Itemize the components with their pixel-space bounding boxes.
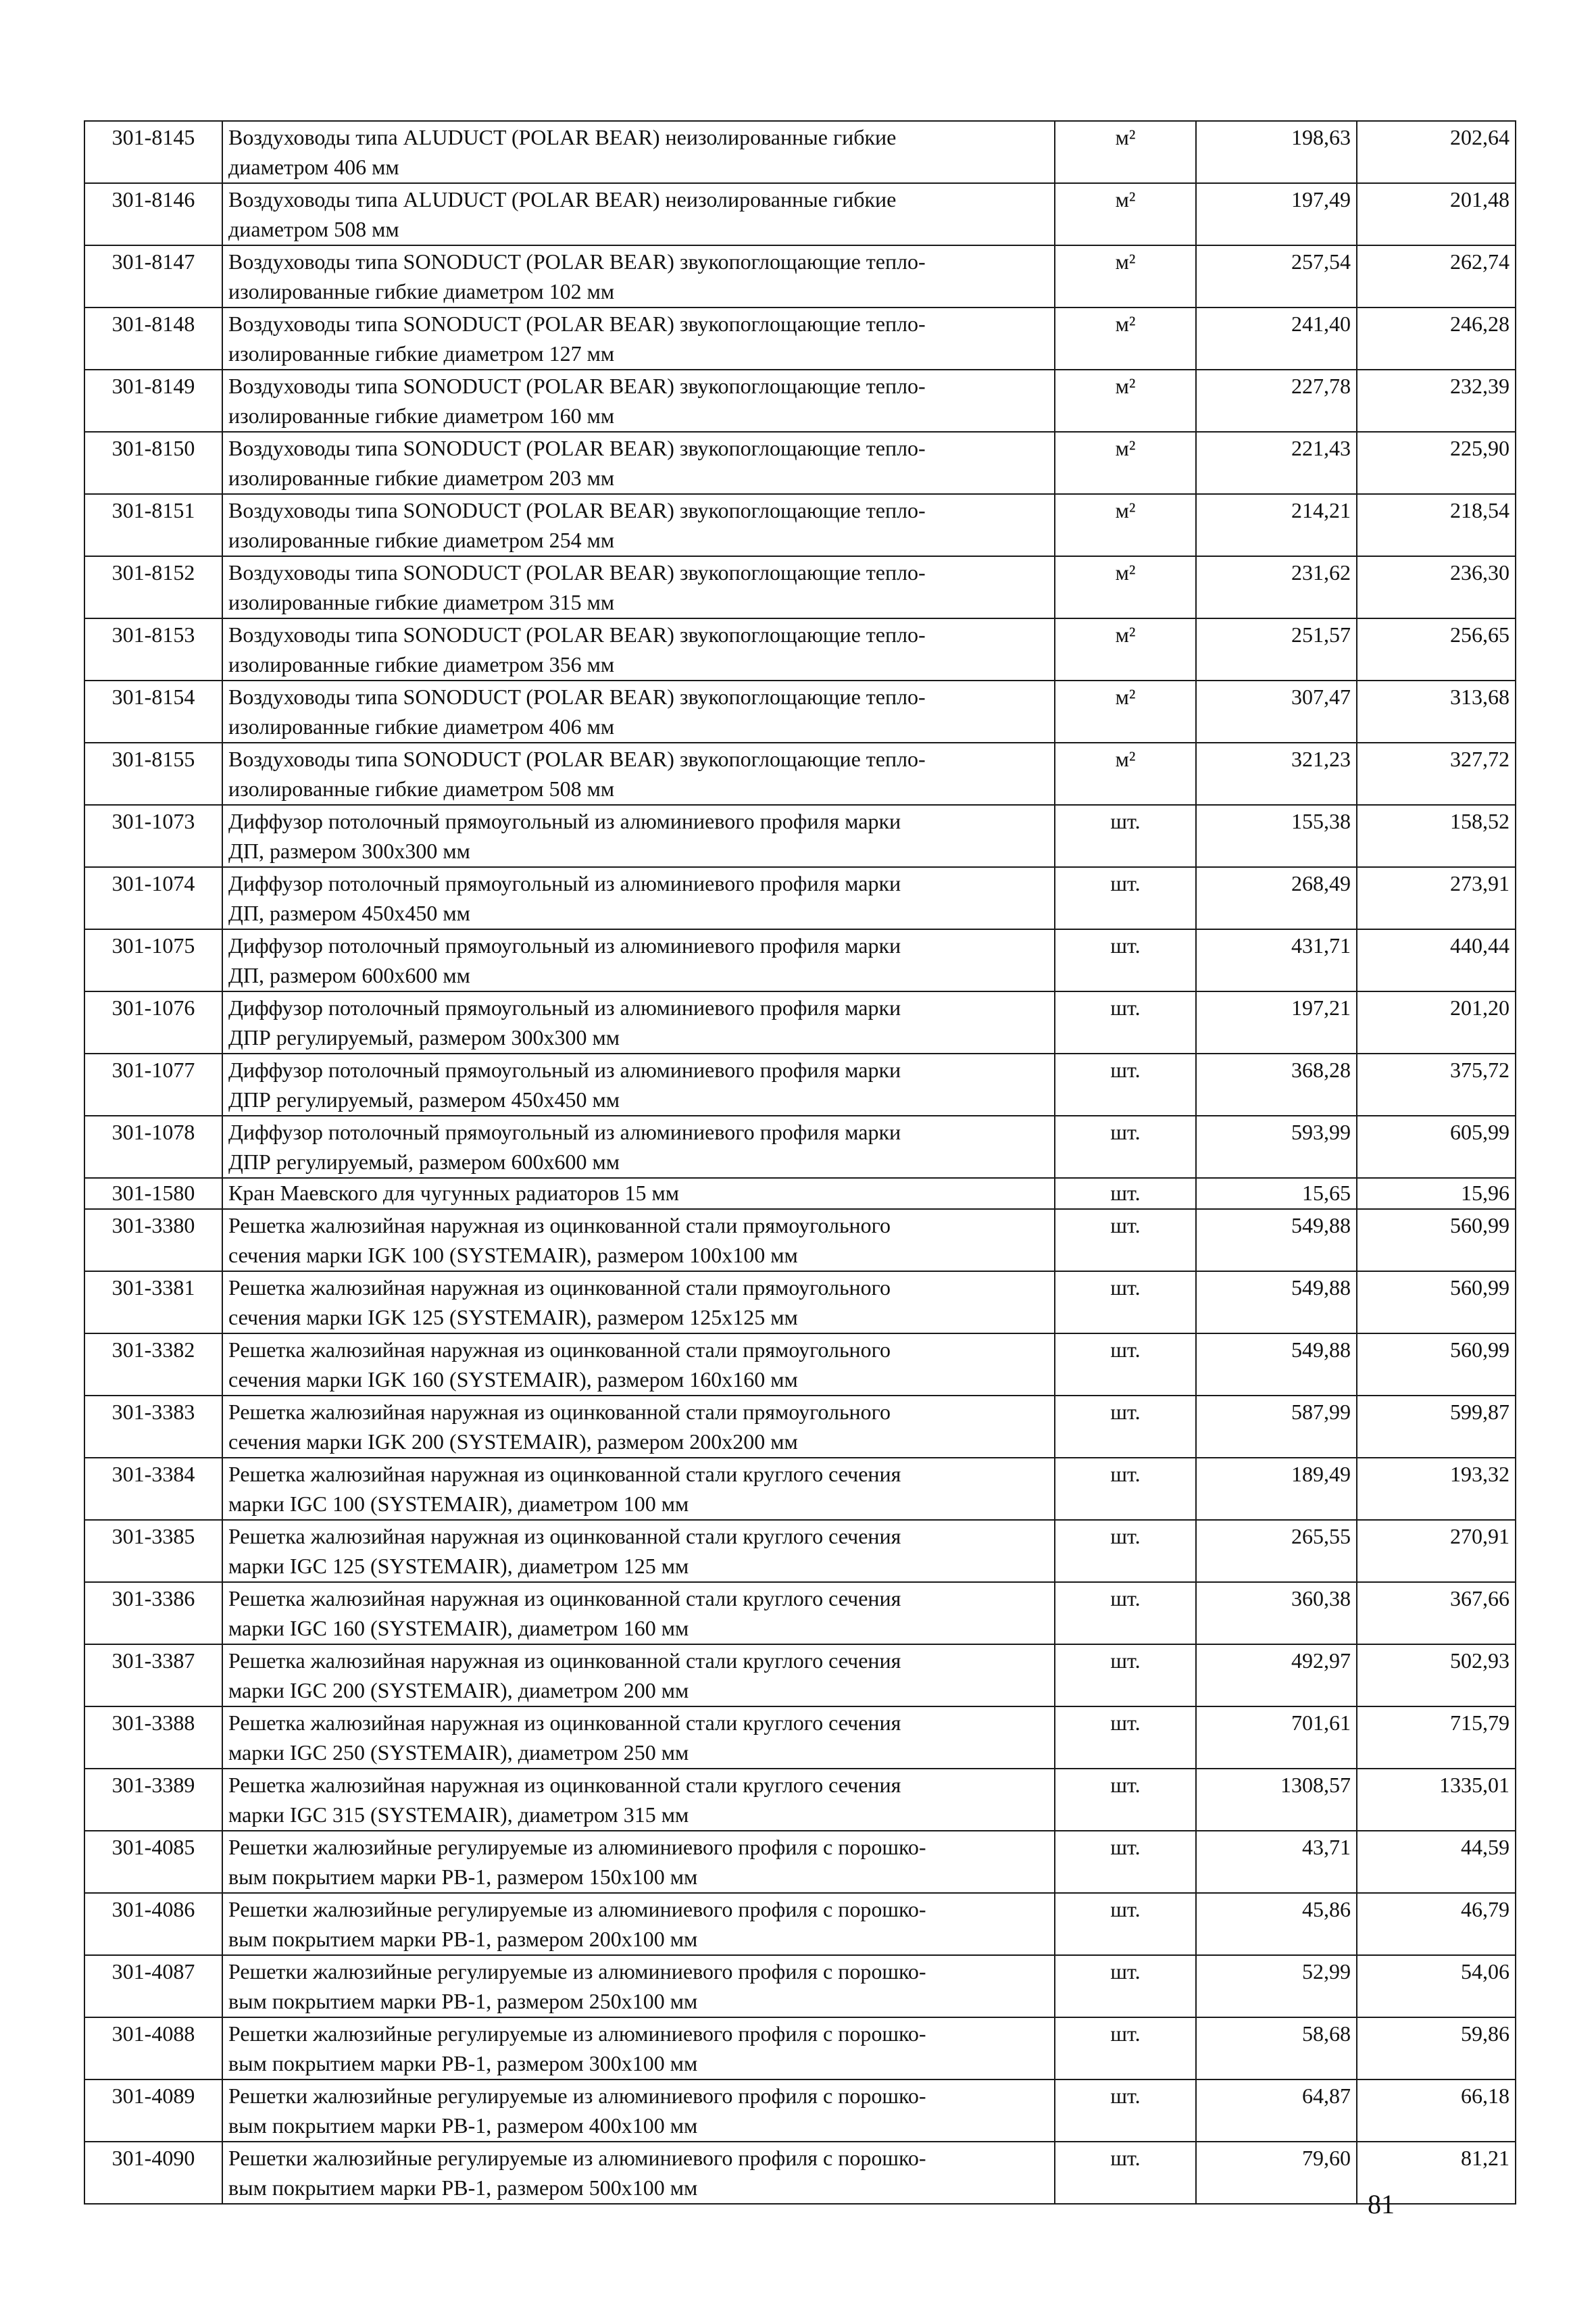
unit-cell: шт. — [1055, 1458, 1196, 1520]
unit-cell: м² — [1055, 121, 1196, 183]
description-line: Воздуховоды типа SONODUCT (POLAR BEAR) звукопоглощающие тепло- — [228, 374, 926, 398]
item-description-cell — [222, 1955, 1055, 2017]
item-description-cell — [222, 1333, 1055, 1396]
description-line: вым покрытием марки РВ-1, размером 500x100 мм — [228, 2175, 698, 2200]
price-cell: 307,47 — [1196, 681, 1357, 743]
unit-cell: шт. — [1055, 805, 1196, 867]
table-row — [84, 556, 1516, 618]
description-line: Решетки жалюзийные регулируемые из алюминиевого профиля с порошко- — [228, 2021, 926, 2046]
table-row — [84, 1831, 1516, 1893]
page-number: 81 — [1368, 2189, 1395, 2219]
table-row — [84, 1706, 1516, 1769]
price-list-page — [84, 120, 1515, 2205]
price-cell: 549,88 — [1196, 1271, 1357, 1333]
item-code-cell: 301-8147 — [84, 245, 222, 307]
item-description-cell — [222, 1054, 1055, 1116]
table-row — [84, 2017, 1516, 2079]
price-cell: 64,87 — [1196, 2079, 1357, 2142]
description-line: ДПР регулируемый, размером 300x300 мм — [228, 1025, 620, 1050]
item-description-cell — [222, 929, 1055, 991]
table-row — [84, 1458, 1516, 1520]
table-row — [84, 1178, 1516, 1209]
description-line: вым покрытием марки РВ-1, размером 300x100 мм — [228, 2051, 698, 2075]
description-line: ДП, размером 450x450 мм — [228, 901, 470, 925]
unit-cell: шт. — [1055, 1831, 1196, 1893]
item-code-cell: 301-1077 — [84, 1054, 222, 1116]
description-line: Воздуховоды типа SONODUCT (POLAR BEAR) звукопоглощающие тепло- — [228, 747, 926, 771]
unit-cell: шт. — [1055, 1644, 1196, 1706]
price-with-tax-cell: 225,90 — [1357, 432, 1516, 494]
table-row — [84, 1893, 1516, 1955]
description-line: Решетка жалюзийная наружная из оцинкованной стали круглого сечения — [228, 1648, 901, 1673]
price-cell: 431,71 — [1196, 929, 1357, 991]
table-row — [84, 245, 1516, 307]
item-description-cell — [222, 183, 1055, 245]
price-cell: 214,21 — [1196, 494, 1357, 556]
item-description-cell — [222, 1769, 1055, 1831]
price-with-tax-cell: 54,06 — [1357, 1955, 1516, 2017]
item-description-cell — [222, 1271, 1055, 1333]
item-description-cell — [222, 805, 1055, 867]
price-cell: 368,28 — [1196, 1054, 1357, 1116]
price-with-tax-cell: 201,48 — [1357, 183, 1516, 245]
price-with-tax-cell: 273,91 — [1357, 867, 1516, 929]
description-line: Решетки жалюзийные регулируемые из алюминиевого профиля с порошко- — [228, 2084, 926, 2108]
description-line: Решетки жалюзийные регулируемые из алюминиевого профиля с порошко- — [228, 1835, 926, 1859]
table-row — [84, 183, 1516, 245]
description-line: сечения марки IGK 125 (SYSTEMAIR), размером 125x125 мм — [228, 1305, 798, 1329]
price-with-tax-cell: 1335,01 — [1357, 1769, 1516, 1831]
description-line: марки IGC 100 (SYSTEMAIR), диаметром 100 мм — [228, 1492, 689, 1516]
item-description-cell — [222, 2142, 1055, 2204]
price-with-tax-cell: 256,65 — [1357, 618, 1516, 681]
table-row — [84, 1644, 1516, 1706]
description-line: Решетка жалюзийная наружная из оцинкованной стали круглого сечения — [228, 1773, 901, 1797]
price-with-tax-cell: 270,91 — [1357, 1520, 1516, 1582]
item-description-cell — [222, 121, 1055, 183]
unit-cell: м² — [1055, 245, 1196, 307]
table-row — [84, 432, 1516, 494]
price-with-tax-cell: 44,59 — [1357, 1831, 1516, 1893]
description-line: вым покрытием марки РВ-1, размером 150x100 мм — [228, 1865, 698, 1889]
description-line: вым покрытием марки РВ-1, размером 250x100 мм — [228, 1989, 698, 2013]
item-code-cell: 301-8149 — [84, 370, 222, 432]
item-code-cell: 301-1074 — [84, 867, 222, 929]
price-cell: 197,49 — [1196, 183, 1357, 245]
item-code-cell: 301-1580 — [84, 1178, 222, 1209]
item-code-cell: 301-8146 — [84, 183, 222, 245]
table-row — [84, 929, 1516, 991]
description-line: сечения марки IGK 100 (SYSTEMAIR), размером 100x100 мм — [228, 1243, 798, 1267]
description-line: Решетка жалюзийная наружная из оцинкованной стали круглого сечения — [228, 1462, 901, 1486]
price-cell: 549,88 — [1196, 1333, 1357, 1396]
item-description-cell — [222, 1209, 1055, 1271]
description-line: диаметром 508 мм — [228, 217, 399, 241]
description-line: вым покрытием марки РВ-1, размером 200x100 мм — [228, 1927, 698, 1951]
price-cell: 198,63 — [1196, 121, 1357, 183]
item-description-cell — [222, 494, 1055, 556]
unit-cell: м² — [1055, 307, 1196, 370]
item-code-cell: 301-8148 — [84, 307, 222, 370]
price-cell: 492,97 — [1196, 1644, 1357, 1706]
description-line: Решетка жалюзийная наружная из оцинкованной стали прямоугольного — [228, 1337, 891, 1362]
table-row — [84, 2142, 1516, 2204]
unit-cell: шт. — [1055, 1333, 1196, 1396]
price-cell: 549,88 — [1196, 1209, 1357, 1271]
price-with-tax-cell: 440,44 — [1357, 929, 1516, 991]
description-line: Решетка жалюзийная наружная из оцинкованной стали прямоугольного — [228, 1400, 891, 1424]
item-code-cell: 301-1075 — [84, 929, 222, 991]
price-cell: 189,49 — [1196, 1458, 1357, 1520]
price-with-tax-cell: 59,86 — [1357, 2017, 1516, 2079]
price-cell: 197,21 — [1196, 991, 1357, 1054]
description-line: изолированные гибкие диаметром 406 мм — [228, 714, 615, 739]
table-row — [84, 307, 1516, 370]
description-line: марки IGC 160 (SYSTEMAIR), диаметром 160 мм — [228, 1616, 689, 1640]
unit-cell: шт. — [1055, 1893, 1196, 1955]
unit-cell: шт. — [1055, 1116, 1196, 1178]
unit-cell: шт. — [1055, 1582, 1196, 1644]
description-line: Решетка жалюзийная наружная из оцинкованной стали круглого сечения — [228, 1586, 901, 1610]
unit-cell: м² — [1055, 618, 1196, 681]
unit-cell: шт. — [1055, 2142, 1196, 2204]
item-description-cell — [222, 1178, 1055, 1209]
price-with-tax-cell: 66,18 — [1357, 2079, 1516, 2142]
unit-cell: шт. — [1055, 1769, 1196, 1831]
item-description-cell — [222, 245, 1055, 307]
unit-cell: м² — [1055, 432, 1196, 494]
description-line: ДПР регулируемый, размером 600x600 мм — [228, 1150, 620, 1174]
item-description-cell — [222, 1582, 1055, 1644]
item-code-cell: 301-3382 — [84, 1333, 222, 1396]
price-with-tax-cell: 502,93 — [1357, 1644, 1516, 1706]
description-line: Решетки жалюзийные регулируемые из алюминиевого профиля с порошко- — [228, 2146, 926, 2170]
description-line: изолированные гибкие диаметром 508 мм — [228, 777, 615, 801]
unit-cell: м² — [1055, 370, 1196, 432]
unit-cell: шт. — [1055, 2079, 1196, 2142]
table-row — [84, 1271, 1516, 1333]
table-row — [84, 1769, 1516, 1831]
description-line: изолированные гибкие диаметром 160 мм — [228, 403, 615, 428]
unit-cell: шт. — [1055, 1955, 1196, 2017]
unit-cell: шт. — [1055, 1706, 1196, 1769]
item-description-cell — [222, 743, 1055, 805]
description-line: изолированные гибкие диаметром 203 мм — [228, 466, 615, 490]
item-code-cell: 301-8152 — [84, 556, 222, 618]
description-line: Воздуховоды типа SONODUCT (POLAR BEAR) звукопоглощающие тепло- — [228, 436, 926, 460]
item-description-cell — [222, 2079, 1055, 2142]
price-with-tax-cell: 232,39 — [1357, 370, 1516, 432]
unit-cell: шт. — [1055, 867, 1196, 929]
item-code-cell: 301-1073 — [84, 805, 222, 867]
description-line: Воздуховоды типа ALUDUCT (POLAR BEAR) неизолированные гибкие — [228, 125, 897, 149]
item-code-cell: 301-8145 — [84, 121, 222, 183]
price-with-tax-cell: 262,74 — [1357, 245, 1516, 307]
description-line: Диффузор потолочный прямоугольный из алюминиевого профиля марки — [228, 995, 901, 1020]
price-cell: 79,60 — [1196, 2142, 1357, 2204]
price-with-tax-cell: 367,66 — [1357, 1582, 1516, 1644]
table-row — [84, 1955, 1516, 2017]
price-cell: 360,38 — [1196, 1582, 1357, 1644]
description-line: сечения марки IGK 200 (SYSTEMAIR), размером 200x200 мм — [228, 1429, 798, 1454]
price-with-tax-cell: 201,20 — [1357, 991, 1516, 1054]
description-line: марки IGC 250 (SYSTEMAIR), диаметром 250 мм — [228, 1740, 689, 1765]
item-description-cell — [222, 307, 1055, 370]
price-cell: 587,99 — [1196, 1396, 1357, 1458]
price-cell: 52,99 — [1196, 1955, 1357, 2017]
table-row — [84, 1520, 1516, 1582]
description-line: Воздуховоды типа SONODUCT (POLAR BEAR) звукопоглощающие тепло- — [228, 312, 926, 336]
item-code-cell: 301-8151 — [84, 494, 222, 556]
description-line: Диффузор потолочный прямоугольный из алюминиевого профиля марки — [228, 1058, 901, 1082]
item-description-cell — [222, 370, 1055, 432]
item-description-cell — [222, 618, 1055, 681]
price-cell: 231,62 — [1196, 556, 1357, 618]
item-description-cell — [222, 1893, 1055, 1955]
price-table — [84, 120, 1516, 2205]
description-line: Воздуховоды типа SONODUCT (POLAR BEAR) звукопоглощающие тепло- — [228, 249, 926, 274]
price-with-tax-cell: 202,64 — [1357, 121, 1516, 183]
price-cell: 321,23 — [1196, 743, 1357, 805]
price-cell: 251,57 — [1196, 618, 1357, 681]
table-row — [84, 1582, 1516, 1644]
item-code-cell: 301-8150 — [84, 432, 222, 494]
unit-cell: м² — [1055, 743, 1196, 805]
description-line: Воздуховоды типа ALUDUCT (POLAR BEAR) неизолированные гибкие — [228, 187, 897, 212]
description-line: ДП, размером 300x300 мм — [228, 839, 470, 863]
description-line: Решетки жалюзийные регулируемые из алюминиевого профиля с порошко- — [228, 1959, 926, 1984]
item-description-cell — [222, 2017, 1055, 2079]
price-cell: 221,43 — [1196, 432, 1357, 494]
unit-cell: м² — [1055, 556, 1196, 618]
description-line: Диффузор потолочный прямоугольный из алюминиевого профиля марки — [228, 1120, 901, 1144]
description-line: изолированные гибкие диаметром 127 мм — [228, 341, 615, 366]
item-description-cell — [222, 556, 1055, 618]
item-description-cell — [222, 1396, 1055, 1458]
table-row — [84, 494, 1516, 556]
item-description-cell — [222, 1706, 1055, 1769]
price-cell: 43,71 — [1196, 1831, 1357, 1893]
price-with-tax-cell: 158,52 — [1357, 805, 1516, 867]
description-line: марки IGC 200 (SYSTEMAIR), диаметром 200 мм — [228, 1678, 689, 1702]
unit-cell: шт. — [1055, 1396, 1196, 1458]
description-line: Диффузор потолочный прямоугольный из алюминиевого профиля марки — [228, 809, 901, 833]
item-code-cell: 301-4086 — [84, 1893, 222, 1955]
item-description-cell — [222, 1116, 1055, 1178]
price-with-tax-cell: 15,96 — [1357, 1178, 1516, 1209]
item-code-cell: 301-3385 — [84, 1520, 222, 1582]
price-cell: 241,40 — [1196, 307, 1357, 370]
item-code-cell: 301-3381 — [84, 1271, 222, 1333]
table-row — [84, 1396, 1516, 1458]
item-code-cell: 301-4088 — [84, 2017, 222, 2079]
description-line: Решетка жалюзийная наружная из оцинкованной стали прямоугольного — [228, 1213, 891, 1237]
table-row — [84, 743, 1516, 805]
description-line: Диффузор потолочный прямоугольный из алюминиевого профиля марки — [228, 933, 901, 958]
price-with-tax-cell: 375,72 — [1357, 1054, 1516, 1116]
description-line: Решетка жалюзийная наружная из оцинкованной стали прямоугольного — [228, 1275, 891, 1300]
table-row — [84, 681, 1516, 743]
price-with-tax-cell: 236,30 — [1357, 556, 1516, 618]
description-line: Воздуховоды типа SONODUCT (POLAR BEAR) звукопоглощающие тепло- — [228, 498, 926, 522]
description-line: Воздуховоды типа SONODUCT (POLAR BEAR) звукопоглощающие тепло- — [228, 622, 926, 647]
description-line: Решетка жалюзийная наружная из оцинкованной стали круглого сечения — [228, 1710, 901, 1735]
item-description-cell — [222, 1458, 1055, 1520]
item-description-cell — [222, 991, 1055, 1054]
table-row — [84, 991, 1516, 1054]
price-cell: 45,86 — [1196, 1893, 1357, 1955]
item-description-cell — [222, 432, 1055, 494]
item-code-cell: 301-8153 — [84, 618, 222, 681]
description-line: Кран Маевского для чугунных радиаторов 15 мм — [228, 1181, 679, 1205]
table-row — [84, 867, 1516, 929]
item-code-cell: 301-3383 — [84, 1396, 222, 1458]
unit-cell: шт. — [1055, 1271, 1196, 1333]
price-cell: 1308,57 — [1196, 1769, 1357, 1831]
item-code-cell: 301-3388 — [84, 1706, 222, 1769]
unit-cell: шт. — [1055, 1209, 1196, 1271]
unit-cell: шт. — [1055, 1054, 1196, 1116]
price-with-tax-cell: 715,79 — [1357, 1706, 1516, 1769]
item-description-cell — [222, 867, 1055, 929]
price-with-tax-cell: 193,32 — [1357, 1458, 1516, 1520]
description-line: изолированные гибкие диаметром 102 мм — [228, 279, 615, 303]
price-cell: 15,65 — [1196, 1178, 1357, 1209]
item-code-cell: 301-1078 — [84, 1116, 222, 1178]
table-row — [84, 121, 1516, 183]
table-row — [84, 1333, 1516, 1396]
description-line: марки IGC 125 (SYSTEMAIR), диаметром 125 мм — [228, 1554, 689, 1578]
table-row — [84, 2079, 1516, 2142]
item-code-cell: 301-4087 — [84, 1955, 222, 2017]
price-cell: 268,49 — [1196, 867, 1357, 929]
unit-cell: шт. — [1055, 1178, 1196, 1209]
item-description-cell — [222, 1644, 1055, 1706]
unit-cell: м² — [1055, 494, 1196, 556]
price-cell: 58,68 — [1196, 2017, 1357, 2079]
description-line: сечения марки IGK 160 (SYSTEMAIR), размером 160x160 мм — [228, 1367, 798, 1392]
price-with-tax-cell: 560,99 — [1357, 1209, 1516, 1271]
table-row — [84, 618, 1516, 681]
item-code-cell: 301-3380 — [84, 1209, 222, 1271]
item-code-cell: 301-4085 — [84, 1831, 222, 1893]
description-line: Воздуховоды типа SONODUCT (POLAR BEAR) звукопоглощающие тепло- — [228, 560, 926, 585]
price-cell: 593,99 — [1196, 1116, 1357, 1178]
item-description-cell — [222, 1831, 1055, 1893]
item-code-cell: 301-3386 — [84, 1582, 222, 1644]
description-line: Решетки жалюзийные регулируемые из алюминиевого профиля с порошко- — [228, 1897, 926, 1921]
unit-cell: м² — [1055, 681, 1196, 743]
price-with-tax-cell: 605,99 — [1357, 1116, 1516, 1178]
price-with-tax-cell: 560,99 — [1357, 1333, 1516, 1396]
price-cell: 257,54 — [1196, 245, 1357, 307]
price-with-tax-cell: 218,54 — [1357, 494, 1516, 556]
description-line: ДПР регулируемый, размером 450x450 мм — [228, 1087, 620, 1112]
table-row — [84, 1209, 1516, 1271]
description-line: Воздуховоды типа SONODUCT (POLAR BEAR) звукопоглощающие тепло- — [228, 685, 926, 709]
item-description-cell — [222, 1520, 1055, 1582]
unit-cell: м² — [1055, 183, 1196, 245]
price-with-tax-cell: 81,21 — [1357, 2142, 1516, 2204]
item-code-cell: 301-1076 — [84, 991, 222, 1054]
price-table-body — [84, 121, 1516, 2204]
price-with-tax-cell: 327,72 — [1357, 743, 1516, 805]
item-code-cell: 301-8155 — [84, 743, 222, 805]
description-line: изолированные гибкие диаметром 315 мм — [228, 590, 615, 614]
unit-cell: шт. — [1055, 991, 1196, 1054]
unit-cell: шт. — [1055, 929, 1196, 991]
description-line: Решетка жалюзийная наружная из оцинкованной стали круглого сечения — [228, 1524, 901, 1548]
price-with-tax-cell: 246,28 — [1357, 307, 1516, 370]
description-line: вым покрытием марки РВ-1, размером 400x100 мм — [228, 2113, 698, 2138]
price-cell: 701,61 — [1196, 1706, 1357, 1769]
table-row — [84, 1054, 1516, 1116]
table-row — [84, 805, 1516, 867]
table-row — [84, 1116, 1516, 1178]
description-line: Диффузор потолочный прямоугольный из алюминиевого профиля марки — [228, 871, 901, 895]
unit-cell: шт. — [1055, 1520, 1196, 1582]
table-row — [84, 370, 1516, 432]
price-with-tax-cell: 46,79 — [1357, 1893, 1516, 1955]
item-code-cell: 301-3387 — [84, 1644, 222, 1706]
item-code-cell: 301-4090 — [84, 2142, 222, 2204]
description-line: диаметром 406 мм — [228, 155, 399, 179]
price-with-tax-cell: 560,99 — [1357, 1271, 1516, 1333]
item-description-cell — [222, 681, 1055, 743]
price-with-tax-cell: 313,68 — [1357, 681, 1516, 743]
price-cell: 265,55 — [1196, 1520, 1357, 1582]
unit-cell: шт. — [1055, 2017, 1196, 2079]
description-line: изолированные гибкие диаметром 356 мм — [228, 652, 615, 676]
item-code-cell: 301-4089 — [84, 2079, 222, 2142]
description-line: ДП, размером 600x600 мм — [228, 963, 470, 987]
item-code-cell: 301-8154 — [84, 681, 222, 743]
item-code-cell: 301-3384 — [84, 1458, 222, 1520]
price-cell: 155,38 — [1196, 805, 1357, 867]
item-code-cell: 301-3389 — [84, 1769, 222, 1831]
price-with-tax-cell: 599,87 — [1357, 1396, 1516, 1458]
description-line: марки IGC 315 (SYSTEMAIR), диаметром 315 мм — [228, 1802, 689, 1827]
price-cell: 227,78 — [1196, 370, 1357, 432]
description-line: изолированные гибкие диаметром 254 мм — [228, 528, 615, 552]
